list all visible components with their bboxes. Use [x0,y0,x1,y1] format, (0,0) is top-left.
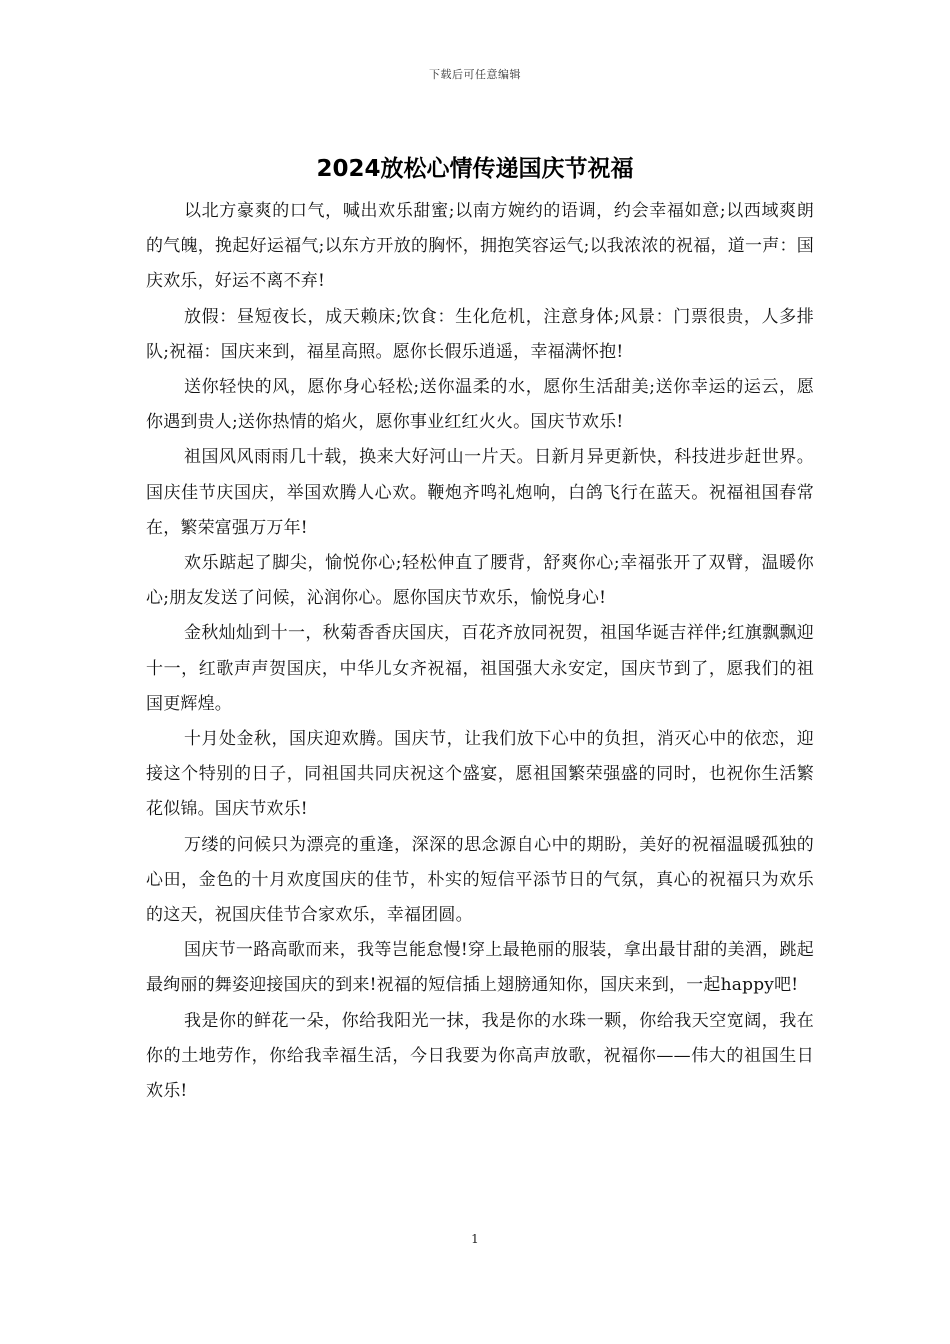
paragraph-2: 放假：昼短夜长，成天赖床;饮食：生化危机，注意身体;风景：门票很贵，人多排队;祝福：国庆来到，福星高照。愿你长假乐逍遥，幸福满怀抱! [146,306,814,362]
paragraph-5: 欢乐踮起了脚尖，愉悦你心;轻松伸直了腰背，舒爽你心;幸福张开了双臂，温暖你心;朋友发送了问候，沁润你心。愿你国庆节欢乐，愉悦身心! [146,553,814,609]
document-body [146,194,814,1109]
paragraph-1: 以北方豪爽的口气，喊出欢乐甜蜜;以南方婉约的语调，约会幸福如意;以西域爽朗的气魄，挽起好运福气;以东方开放的胸怀，拥抱笑容运气;以我浓浓的祝福，道一声：国庆欢乐，好运不离不弃! [146,201,814,292]
paragraph-10: 我是你的鲜花一朵，你给我阳光一抹，我是你的水珠一颗，你给我天空宽阔，我在你的土地劳作，你给我幸福生活，今日我要为你高声放歌，祝福你——伟大的祖国生日欢乐! [146,1010,814,1102]
paragraph-4: 祖国风风雨雨几十载，换来大好河山一片天。日新月异更新快，科技进步赶世界。国庆佳节庆国庆，举国欢腾人心欢。鞭炮齐鸣礼炮响，白鸽飞行在蓝天。祝福祖国春常在，繁荣富强万万年! [146,447,814,538]
document-title: 2024放松心情传递国庆节祝福 [316,156,634,182]
header-note: 下载后可任意编辑 [429,68,521,81]
paragraph-8: 万缕的问候只为漂亮的重逢，深深的思念源自心中的期盼，美好的祝福温暖孤独的心田，金色的十月欢度国庆的佳节，朴实的短信平添节日的气氛，真心的祝福只为欢乐的这天，祝国庆佳节合家欢乐，幸福团圆。 [146,834,814,926]
paragraph-7: 十月处金秋，国庆迎欢腾。国庆节，让我们放下心中的负担，消灭心中的依恋，迎接这个特别的日子，同祖国共同庆祝这个盛宴，愿祖国繁荣强盛的同时，也祝你生活繁花似锦。国庆节欢乐! [146,729,814,820]
paragraph-9: 国庆节一路高歌而来，我等岂能怠慢!穿上最艳丽的服装，拿出最甘甜的美酒，跳起最绚丽的舞姿迎接国庆的到来!祝福的短信插上翅膀通知你，国庆来到，一起happy吧! [146,940,814,996]
page-number: 1 [471,1232,479,1246]
paragraph-3: 送你轻快的风，愿你身心轻松;送你温柔的水，愿你生活甜美;送你幸运的运云，愿你遇到贵人;送你热情的焰火，愿你事业红红火火。国庆节欢乐! [146,377,814,433]
paragraph-6: 金秋灿灿到十一，秋菊香香庆国庆，百花齐放同祝贺，祖国华诞吉祥伴;红旗飘飘迎十一，红歌声声贺国庆，中华儿女齐祝福，祖国强大永安定，国庆节到了，愿我们的祖国更辉煌。 [146,623,814,714]
